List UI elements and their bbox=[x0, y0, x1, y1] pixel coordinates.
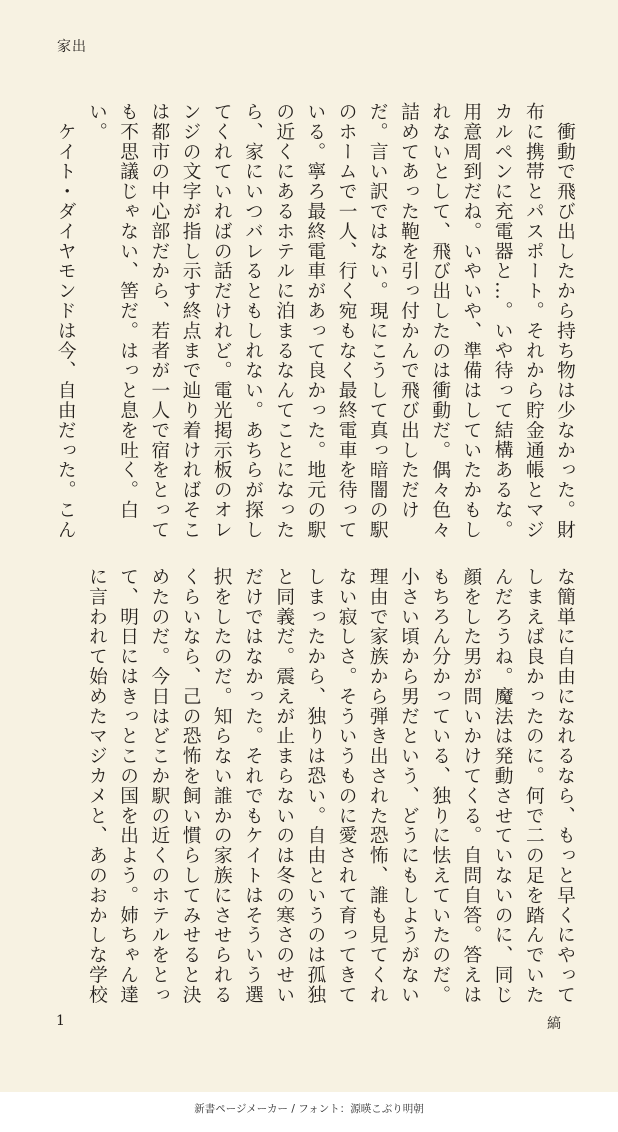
top-text-block bbox=[50, 102, 580, 540]
bottom-text-block bbox=[50, 567, 580, 1007]
author-mark: 縞 bbox=[547, 1016, 561, 1032]
credit-line: 新書ページメーカー / フォント：源暎こぶり明朝 bbox=[194, 1103, 424, 1115]
chapter-title: 家出 bbox=[57, 39, 87, 55]
paragraph: ケイト・ダイヤモンドは今、自由だった。こん bbox=[54, 102, 76, 540]
paragraph: な簡単に自由になれるなら、もっと早くにやってしまえば良かったのに。何で二の足を踏んでいたんだろうね。魔法は発動させていないのに、同じ顔をした男が問いかけてくる。自問自答。答えはもちろん分かっている、独りに怯えていたのだ。小さい頃から男だという、どうにもしようがない理由で家族から弾き出された恐怖、誰も見てくれない寂しさ。そういうものに愛されて育ってきてしまったから、独りは恐い。自由というのは孤独と同義だ。震えが止まらないのは冬の寒さのせいだけではなかった。それでもケイトはそういう選択をしたのだ。知らない誰かの家族にさせられるくらいなら、己の恐怖を飼い慣らしてみせると決めたのだ。今日はどこか駅の近くのホテルをとって、明日にはきっとこの国を出よう。姉ちゃん達に言われて始めたマジカメと、あのおかしな学校 bbox=[85, 567, 575, 1005]
page-number: 1 bbox=[56, 1013, 65, 1029]
paragraph: 衝動で飛び出したから持ち物は少なかった。財布に携帯とパスポート。それから貯金通帳とマジカルペンに充電器と…。いや待って結構あるな。用意周到だね。いやいや、準備はしていたかもしれないとして、飛び出したのは衝動だ。偶々色々詰めてあった鞄を引っ付かんで飛び出しただけだ。言い訳ではない。現にこうして真っ暗闇の駅のホームで一人、行く宛もなく最終電車を待っている。寧ろ最終電車があって良かった。地元の駅の近くにあるホテルに泊まるなんてことになったら、家にいつバレるともしれない。あちらが探してくれていればの話だけれど。電光掲示板のオレンジの文字が指し示す終点まで辿り着ければそこは都市の中心部だから、若者が一人で宿をとっても不思議じゃない、筈だ。はっと息を吐く。白い。 bbox=[85, 102, 575, 540]
